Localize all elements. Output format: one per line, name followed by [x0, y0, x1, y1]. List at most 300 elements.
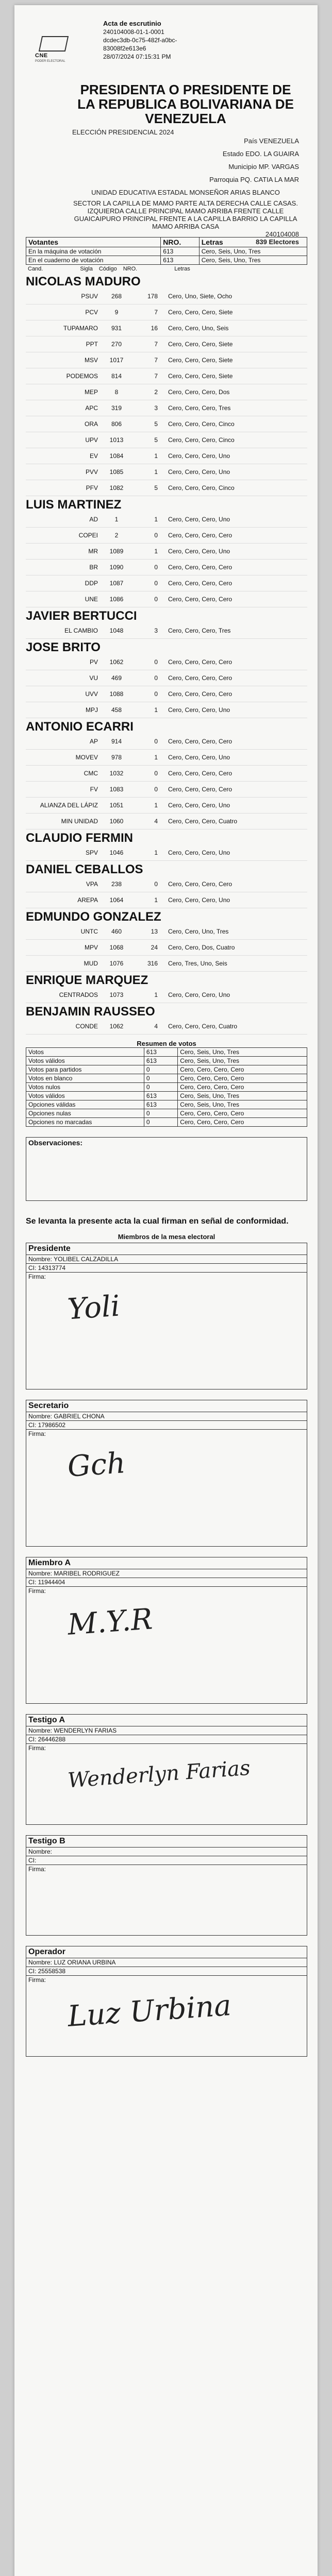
acta-label: Acta de escrutinio [103, 20, 161, 27]
table-row [26, 1118, 307, 1127]
party-sigla: MPJ [86, 706, 98, 714]
party-sigla: SPV [85, 849, 98, 856]
party-votes: 0 [154, 690, 158, 698]
party-votes: 1 [154, 452, 158, 460]
party-votes: 7 [154, 309, 158, 316]
member-ci: CI: 11944404 [26, 1578, 307, 1587]
party-votes: 0 [154, 674, 158, 682]
party-sigla: UNTC [80, 928, 98, 935]
party-codigo: 8 [114, 388, 119, 396]
party-votes: 0 [154, 786, 158, 793]
party-letras: Cero, Cero, Cero, Cinco [168, 420, 235, 428]
party-row [26, 400, 307, 416]
member-ci: CI: 17986502 [26, 1421, 307, 1430]
candidate-name: NICOLAS MADURO [26, 275, 141, 289]
candidates-subheader [26, 265, 307, 273]
member-nombre: Nombre: GABRIEL CHONA [26, 1412, 307, 1421]
candidate-name: ENRIQUE MARQUEZ [26, 973, 148, 987]
party-letras: Cero, Cero, Cero, Uno [168, 849, 230, 856]
table-row [26, 1109, 307, 1118]
party-votes: 1 [154, 896, 158, 904]
resumen-letras: Cero, Seis, Uno, Tres [178, 1100, 307, 1109]
member-ci: CI: 14313774 [26, 1264, 307, 1273]
resumen-letras: Cero, Cero, Cero, Cero [178, 1083, 307, 1092]
party-row [26, 544, 307, 560]
member-role: Secretario [26, 1400, 307, 1412]
party-row [26, 924, 307, 940]
member-nombre: Nombre: LUZ ORIANA URBINA [26, 1958, 307, 1967]
party-sigla: TUPAMARO [63, 325, 98, 332]
party-letras: Cero, Cero, Cero, Cero [168, 580, 233, 587]
party-codigo: 1085 [109, 468, 124, 476]
party-letras: Cero, Cero, Cero, Cero [168, 596, 233, 603]
party-sigla: DDP [85, 580, 98, 587]
party-codigo: 460 [111, 928, 122, 935]
party-codigo: 1046 [109, 849, 124, 856]
resumen-nro: 0 [144, 1083, 177, 1092]
party-row [26, 686, 307, 702]
party-codigo: 931 [111, 325, 122, 332]
member-firma-label: Firma: [28, 1976, 46, 1984]
party-codigo: 2 [114, 532, 119, 539]
members-list [26, 1243, 307, 2057]
resumen-label: Opciones nulas [26, 1109, 144, 1118]
party-votes: 16 [151, 325, 158, 332]
party-row [26, 368, 307, 384]
letras-header: Letras [199, 238, 307, 247]
party-letras: Cero, Cero, Cero, Uno [168, 468, 230, 476]
party-row [26, 623, 307, 639]
party-votes: 13 [151, 928, 158, 935]
party-votes: 4 [154, 1023, 158, 1030]
party-sigla: PPT [86, 341, 98, 348]
party-row [26, 766, 307, 782]
party-letras: Cero, Uno, Siete, Ocho [168, 293, 233, 300]
party-sigla: PODEMOS [66, 372, 98, 380]
election-title: PRESIDENTA O PRESIDENTE DE LA REPUBLICA BOLIVARIANA DE VENEZUELA [77, 82, 294, 126]
centro-codigo: 240104008 [265, 230, 299, 238]
member-box [26, 1243, 307, 1389]
party-codigo: 914 [111, 738, 122, 745]
signature [26, 1984, 307, 2056]
party-row [26, 734, 307, 750]
cand-header: Cand. [28, 266, 43, 272]
signature-text: Luz Urbina [67, 1988, 233, 2034]
party-row [26, 1019, 307, 1035]
party-letras: Cero, Cero, Cero, Cero [168, 658, 233, 666]
letras-header: Letras [174, 266, 190, 272]
member-ci: CI: 25558538 [26, 1967, 307, 1976]
party-letras: Cero, Cero, Cero, Uno [168, 802, 230, 809]
party-sigla: MEP [84, 388, 98, 396]
party-codigo: 1060 [109, 818, 124, 825]
party-row [26, 304, 307, 320]
candidate-name: CLAUDIO FERMIN [26, 831, 133, 845]
party-votes: 0 [154, 738, 158, 745]
member-firma-label: Firma: [28, 1587, 46, 1595]
municipio: Municipio MP. VARGAS [228, 163, 299, 171]
resumen-letras: Cero, Cero, Cero, Cero [178, 1065, 307, 1074]
party-row [26, 670, 307, 686]
votantes-nro: 613 [161, 256, 199, 265]
party-sigla: PFV [86, 484, 98, 492]
member-box [26, 1714, 307, 1825]
member-firma-label: Firma: [28, 1430, 46, 1437]
candidate-name: EDMUNDO GONZALEZ [26, 910, 161, 924]
party-row [26, 480, 307, 496]
table-row [26, 1065, 307, 1074]
party-row [26, 782, 307, 798]
party-row [26, 892, 307, 908]
nro-header: NRO. [123, 266, 138, 272]
member-role: Miembro A [26, 1557, 307, 1569]
party-row [26, 512, 307, 528]
member-box [26, 1400, 307, 1547]
votantes-nro: 613 [161, 247, 199, 256]
party-codigo: 1032 [109, 770, 124, 777]
party-letras: Cero, Cero, Cero, Uno [168, 548, 230, 555]
party-votes: 5 [154, 484, 158, 492]
party-sigla: PV [89, 658, 98, 666]
resumen-nro: 0 [144, 1065, 177, 1074]
party-sigla: BR [89, 564, 98, 571]
party-sigla: APC [85, 404, 98, 412]
party-row [26, 798, 307, 814]
resumen-label: Votos [26, 1048, 144, 1057]
party-letras: Cero, Cero, Cero, Cuatro [168, 818, 238, 825]
observaciones-label: Observaciones: [28, 1139, 83, 1147]
party-row [26, 575, 307, 591]
logo-text: CNE [35, 53, 48, 59]
resumen-nro: 613 [144, 1100, 177, 1109]
party-votes: 7 [154, 341, 158, 348]
signature [26, 1752, 307, 1824]
resumen-nro: 613 [144, 1092, 177, 1100]
resumen-table [26, 1047, 307, 1127]
votantes-header: Votantes [26, 238, 161, 247]
signature [26, 1595, 307, 1703]
party-codigo: 1089 [109, 548, 124, 555]
parroquia: Parroquia PQ. CATIA LA MAR [209, 176, 299, 183]
party-letras: Cero, Cero, Cero, Cero [168, 564, 233, 571]
acta-info [88, 20, 304, 61]
party-row [26, 814, 307, 829]
logo-mark-icon [39, 36, 69, 52]
party-codigo: 814 [111, 372, 122, 380]
party-codigo: 1017 [109, 357, 124, 364]
party-letras: Cero, Cero, Cero, Cero [168, 674, 233, 682]
party-votes: 1 [154, 516, 158, 523]
party-row [26, 940, 307, 956]
party-codigo: 268 [111, 293, 122, 300]
party-codigo: 1062 [109, 658, 124, 666]
party-codigo: 978 [111, 754, 122, 761]
party-sigla: AD [89, 516, 98, 523]
party-row [26, 528, 307, 544]
votantes-letras: Cero, Seis, Uno, Tres [199, 256, 307, 265]
party-sigla: PVV [85, 468, 98, 476]
party-sigla: MSV [84, 357, 98, 364]
party-votes: 1 [154, 802, 158, 809]
party-codigo: 1073 [109, 991, 124, 998]
party-letras: Cero, Cero, Cero, Cero [168, 738, 233, 745]
sigla-header: Sigla [80, 266, 93, 272]
acta-hash-2: 83008f2e613e6 [103, 45, 146, 52]
party-votes: 1 [154, 468, 158, 476]
party-codigo: 1087 [109, 580, 124, 587]
party-codigo: 238 [111, 880, 122, 888]
table-row [26, 1100, 307, 1109]
resumen-label: Votos válidos [26, 1092, 144, 1100]
resumen-label: Votos válidos [26, 1057, 144, 1065]
votantes-letras: Cero, Seis, Uno, Tres [199, 247, 307, 256]
candidates-list [26, 275, 307, 1035]
party-votes: 0 [154, 596, 158, 603]
party-codigo: 1051 [109, 802, 124, 809]
party-sigla: COPEI [78, 532, 98, 539]
party-sigla: UVV [85, 690, 98, 698]
signature [26, 1438, 307, 1546]
party-sigla: MIN UNIDAD [61, 818, 98, 825]
party-letras: Cero, Cero, Cero, Uno [168, 516, 230, 523]
party-votes: 0 [154, 770, 158, 777]
party-sigla: EV [89, 452, 98, 460]
party-letras: Cero, Cero, Cero, Uno [168, 991, 230, 998]
party-codigo: 1 [114, 516, 119, 523]
party-sigla: MOVEV [75, 754, 98, 761]
party-codigo: 1076 [109, 960, 124, 967]
party-codigo: 270 [111, 341, 122, 348]
logo-subtext: PODER ELECTORAL [35, 60, 65, 63]
party-sigla: AP [89, 738, 98, 745]
election-name: ELECCIÓN PRESIDENCIAL 2024 [72, 128, 174, 136]
party-sigla: CENTRADOS [59, 991, 98, 998]
party-codigo: 1090 [109, 564, 124, 571]
party-letras: Cero, Cero, Cero, Siete [168, 341, 233, 348]
votantes-label: En la máquina de votación [26, 247, 161, 256]
table-row [26, 247, 307, 256]
resumen-letras: Cero, Cero, Cero, Cero [178, 1074, 307, 1083]
party-letras: Cero, Cero, Uno, Tres [168, 928, 229, 935]
party-votes: 3 [154, 627, 158, 634]
party-votes: 7 [154, 372, 158, 380]
member-nombre: Nombre: MARIBEL RODRIGUEZ [26, 1569, 307, 1578]
signature-text: Gch [66, 1446, 127, 1484]
party-row [26, 654, 307, 670]
party-sigla: VPA [86, 880, 98, 888]
nro-header: NRO. [161, 238, 199, 247]
party-sigla: FV [90, 786, 98, 793]
conformidad-text: Se levanta la presente acta la cual firman en señal de conformidad. [26, 1217, 289, 1226]
mesa-title: Miembros de la mesa electoral [118, 1233, 215, 1241]
candidate-name: JOSE BRITO [26, 640, 101, 654]
party-row [26, 591, 307, 607]
member-ci: CI: 26446288 [26, 1735, 307, 1744]
party-letras: Cero, Cero, Cero, Dos [168, 388, 230, 396]
cne-logo [35, 31, 81, 67]
candidate-name: LUIS MARTINEZ [26, 498, 122, 512]
party-codigo: 806 [111, 420, 122, 428]
party-letras: Cero, Cero, Cero, Uno [168, 754, 230, 761]
party-letras: Cero, Cero, Uno, Seis [168, 325, 229, 332]
party-letras: Cero, Cero, Cero, Cero [168, 532, 233, 539]
party-votes: 1 [154, 991, 158, 998]
resumen-nro: 0 [144, 1118, 177, 1127]
pais: País VENEZUELA [244, 137, 299, 145]
party-votes: 24 [151, 944, 158, 951]
member-ci: CI: [26, 1856, 307, 1865]
party-votes: 1 [154, 706, 158, 714]
party-row [26, 464, 307, 480]
party-sigla: CMC [84, 770, 98, 777]
resumen-title: Resumen de votos [137, 1040, 196, 1047]
signature-text: Wenderlyn Farias [67, 1756, 251, 1793]
member-nombre: Nombre: YOLIBEL CALZADILLA [26, 1255, 307, 1264]
party-codigo: 1062 [109, 1023, 124, 1030]
party-letras: Cero, Cero, Cero, Siete [168, 357, 233, 364]
party-sigla: UPV [85, 436, 98, 444]
member-nombre: Nombre: WENDERLYN FARIAS [26, 1726, 307, 1735]
resumen-letras: Cero, Seis, Uno, Tres [178, 1092, 307, 1100]
party-codigo: 1048 [109, 627, 124, 634]
observaciones-box [26, 1137, 307, 1201]
party-votes: 3 [154, 404, 158, 412]
party-sigla: MPV [84, 944, 98, 951]
party-row [26, 448, 307, 464]
table-row [26, 1092, 307, 1100]
party-votes: 0 [154, 532, 158, 539]
party-row [26, 289, 307, 304]
party-letras: Cero, Cero, Cero, Uno [168, 452, 230, 460]
party-votes: 178 [147, 293, 158, 300]
party-row [26, 876, 307, 892]
party-sigla: ORA [84, 420, 98, 428]
codigo-header: Código [98, 266, 117, 272]
acta-id: 240104008-01-1-0001 [103, 28, 164, 36]
party-letras: Cero, Cero, Cero, Tres [168, 404, 231, 412]
party-votes: 1 [154, 849, 158, 856]
party-row [26, 987, 307, 1003]
party-letras: Cero, Cero, Cero, Uno [168, 896, 230, 904]
party-codigo: 1064 [109, 896, 124, 904]
resumen-letras: Cero, Seis, Uno, Tres [178, 1048, 307, 1057]
party-letras: Cero, Cero, Cero, Cero [168, 690, 233, 698]
member-firma-label: Firma: [28, 1866, 46, 1873]
member-role: Testigo A [26, 1715, 307, 1726]
party-codigo: 458 [111, 706, 122, 714]
party-letras: Cero, Cero, Cero, Cero [168, 880, 233, 888]
party-row [26, 384, 307, 400]
party-letras: Cero, Cero, Cero, Cinco [168, 436, 235, 444]
party-codigo: 1068 [109, 944, 124, 951]
party-votes: 0 [154, 564, 158, 571]
party-row [26, 845, 307, 861]
party-letras: Cero, Cero, Cero, Cinco [168, 484, 235, 492]
party-codigo: 1083 [109, 786, 124, 793]
party-sigla: PSUV [81, 293, 98, 300]
direccion: SECTOR LA CAPILLA DE MAMO PARTE ALTA DERECHA CALLE CASAS. IZQUIERDA CALLE PRINCIPAL MAMO ARRIBA FRENTE CALLE GUAICAIPURO PRINCIPAL FRENTE A LA CAPILLA BARRIO LA CAPILLA MAMO ARRIBA CASA [73, 199, 298, 230]
party-row [26, 956, 307, 972]
party-letras: Cero, Tres, Uno, Seis [168, 960, 227, 967]
party-letras: Cero, Cero, Dos, Cuatro [168, 944, 235, 951]
resumen-letras: Cero, Cero, Cero, Cero [178, 1118, 307, 1127]
table-row [26, 1074, 307, 1083]
candidate-name: ANTONIO ECARRI [26, 720, 134, 734]
party-codigo: 1082 [109, 484, 124, 492]
signature-text: M.Y.R [66, 1602, 154, 1642]
party-sigla: VU [89, 674, 98, 682]
party-letras: Cero, Cero, Cero, Cuatro [168, 1023, 238, 1030]
party-codigo: 1088 [109, 690, 124, 698]
party-votes: 5 [154, 420, 158, 428]
party-letras: Cero, Cero, Cero, Cero [168, 770, 233, 777]
candidate-name: BENJAMIN RAUSSEO [26, 1005, 155, 1019]
votantes-label: En el cuaderno de votación [26, 256, 161, 265]
party-sigla: MR [88, 548, 98, 555]
party-sigla: AREPA [77, 896, 98, 904]
resumen-label: Votos para partidos [26, 1065, 144, 1074]
member-firma-label: Firma: [28, 1744, 46, 1752]
member-box [26, 1946, 307, 2057]
party-votes: 0 [154, 580, 158, 587]
member-role: Presidente [26, 1243, 307, 1255]
table-row [26, 256, 307, 265]
table-row [26, 1048, 307, 1057]
party-codigo: 9 [114, 309, 119, 316]
acta-hash-1: dcdec3db-0c75-482f-a0bc- [103, 37, 177, 44]
electores: 839 Electores [256, 238, 299, 246]
table-row [26, 1083, 307, 1092]
party-votes: 316 [147, 960, 158, 967]
member-box [26, 1835, 307, 1936]
party-letras: Cero, Cero, Cero, Cero [168, 786, 233, 793]
resumen-label: Opciones válidas [26, 1100, 144, 1109]
party-votes: 4 [154, 818, 158, 825]
acta-date: 28/07/2024 07:15:31 PM [103, 53, 171, 60]
party-sigla: CONDE [75, 1023, 98, 1030]
party-sigla: ALIANZA DEL LÁPIZ [40, 802, 98, 809]
resumen-nro: 0 [144, 1074, 177, 1083]
resumen-label: Votos en blanco [26, 1074, 144, 1083]
party-votes: 1 [154, 754, 158, 761]
party-row [26, 352, 307, 368]
party-row [26, 336, 307, 352]
resumen-nro: 613 [144, 1048, 177, 1057]
resumen-nro: 613 [144, 1057, 177, 1065]
party-sigla: UNE [85, 596, 98, 603]
party-codigo: 319 [111, 404, 122, 412]
centro: UNIDAD EDUCATIVA ESTADAL MONSEÑOR ARIAS BLANCO [91, 189, 280, 196]
party-row [26, 560, 307, 575]
party-letras: Cero, Cero, Cero, Uno [168, 706, 230, 714]
member-role: Testigo B [26, 1836, 307, 1848]
party-votes: 2 [154, 388, 158, 396]
candidate-name: JAVIER BERTUCCI [26, 609, 137, 623]
party-votes: 0 [154, 658, 158, 666]
resumen-label: Opciones no marcadas [26, 1118, 144, 1127]
party-codigo: 469 [111, 674, 122, 682]
signature [26, 1873, 307, 1935]
candidate-name: DANIEL CEBALLOS [26, 862, 143, 876]
member-nombre: Nombre: [26, 1848, 307, 1856]
resumen-letras: Cero, Seis, Uno, Tres [178, 1057, 307, 1065]
party-codigo: 1013 [109, 436, 124, 444]
resumen-label: Votos nulos [26, 1083, 144, 1092]
party-codigo: 1086 [109, 596, 124, 603]
member-role: Operador [26, 1946, 307, 1958]
estado: Estado EDO. LA GUAIRA [222, 150, 299, 158]
party-votes: 5 [154, 436, 158, 444]
